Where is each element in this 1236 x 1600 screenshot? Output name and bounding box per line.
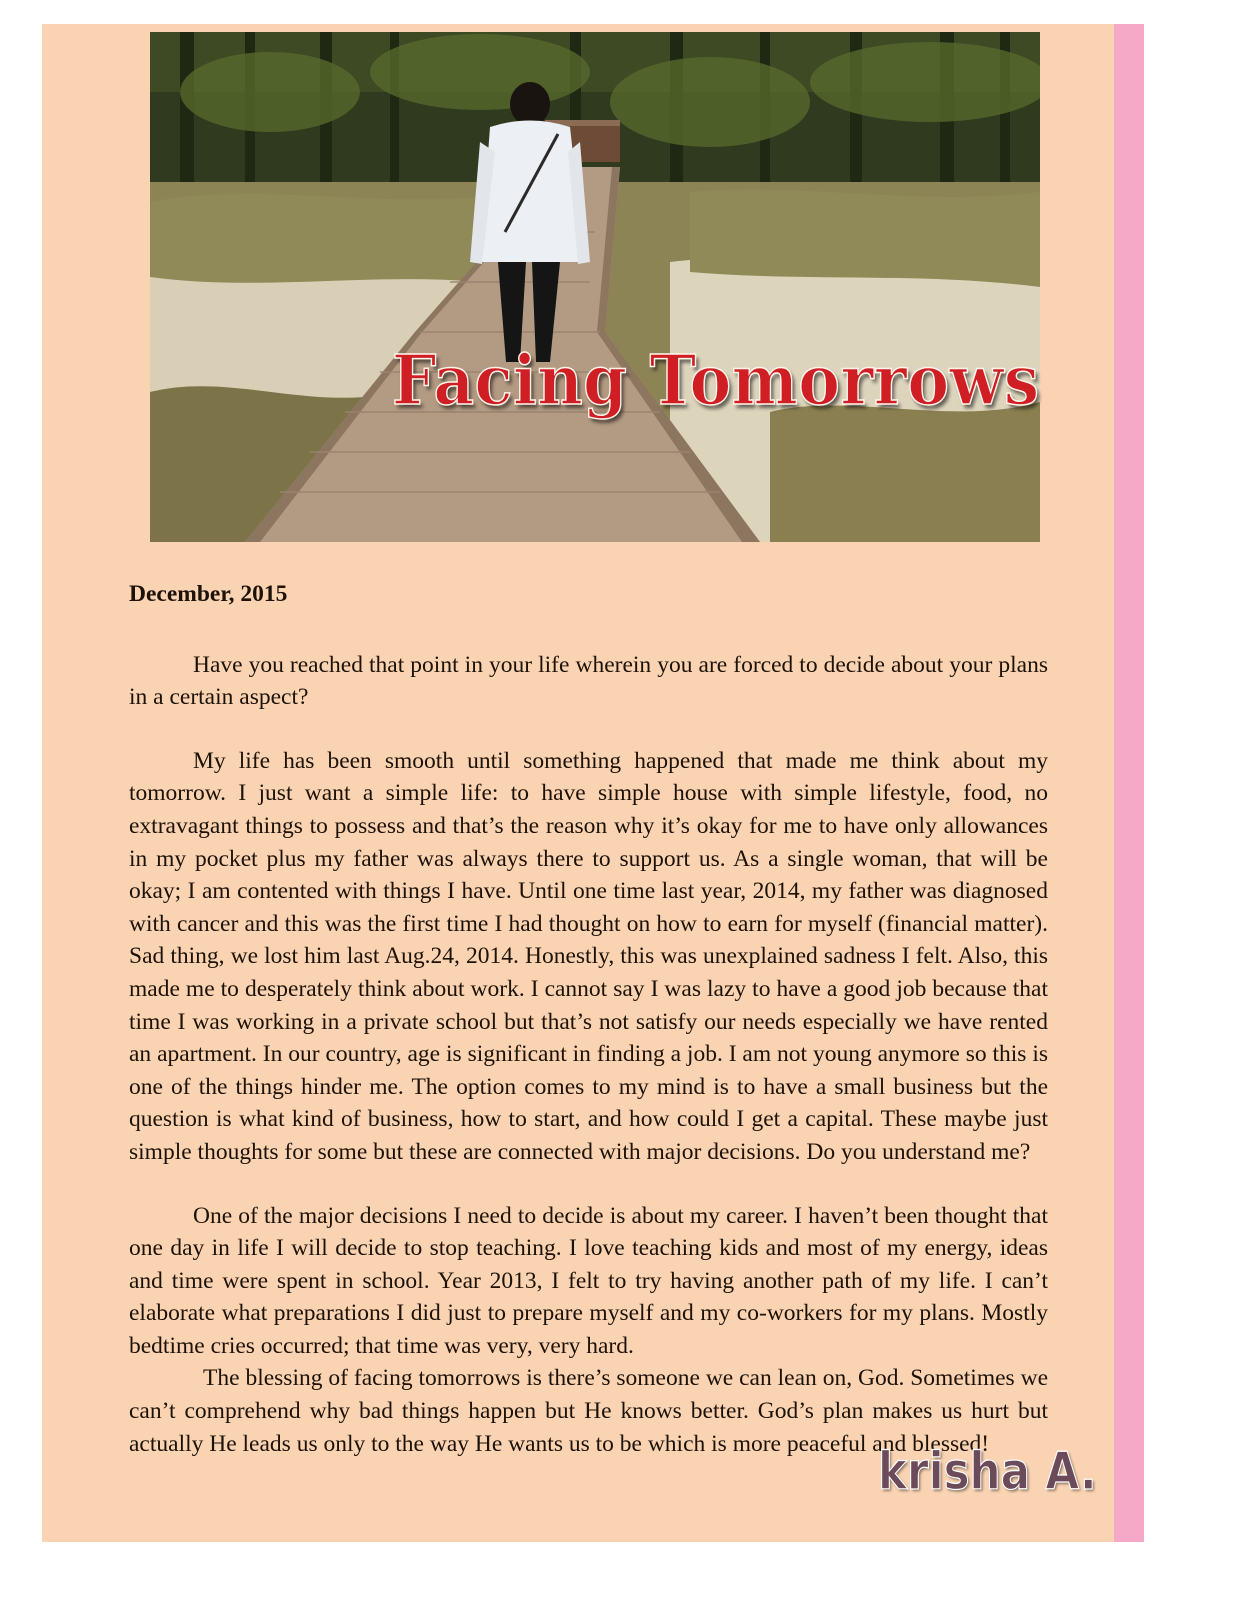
paragraph-story: My life has been smooth until something happened that made me think about my tomorrow. I just want a simple life: to have simple house with simple lifestyle, food, no extravagant things to possess and that’s the reason why it’s okay for me to have only allowances in my pocket plus my father was always there to support us. As a single woman, that will be okay; I am contented with things I have. Until one time last year, 2014, my father was diagnosed with cancer and this was the first time I had thought on how to earn for myself (financial matter). Sad thing, we lost him last Aug.24, 2014. Honestly, this was unexplained sadness I felt. Also, this made me to desperately think about work. I cannot say I was lazy to have a good job because that time I was working in a private school but that’s not satisfy our needs especially we have rented an apartment. In our country, age is significant in finding a job. I am not young anymore so this is one of the things hinder me. The option comes to my mind is to have a small business but the question is what kind of business, how to start, and how could I get a capital. These maybe just simple thoughts for some but these are connected with major decisions. Do you understand me? — [129, 747, 1048, 1165]
article-title: Facing Tomorrows — [392, 341, 1040, 421]
paragraph-blessing: The blessing of facing tomorrows is there’s someone we can lean on, God. Sometimes we can’t comprehend why bad things happen but He knows better. God’s plan makes us hurt but actually He leads us only to the way He wants us to be which is more peaceful and blessed! — [129, 1365, 1048, 1457]
paragraph-intro: Have you reached that point in your life wherein you are forced to decide about your plans in a certain aspect? — [129, 651, 1048, 711]
side-strip — [1114, 24, 1144, 1542]
header-image — [150, 32, 1040, 542]
article-date: December, 2015 — [129, 581, 288, 607]
article-body — [129, 578, 1048, 1460]
author-signature: krisha A. — [878, 1442, 1097, 1502]
paragraph-career: One of the major decisions I need to decide is about my career. I haven’t been thought that one day in life I will decide to stop teaching. I love teaching kids and most of my energy, ideas and time were spent in school. Year 2013, I felt to try having another path of my life. I can’t elaborate what preparations I did just to prepare myself and my co-workers for my plans. Mostly bedtime cries occurred; that time was very, very hard. — [129, 1202, 1048, 1359]
